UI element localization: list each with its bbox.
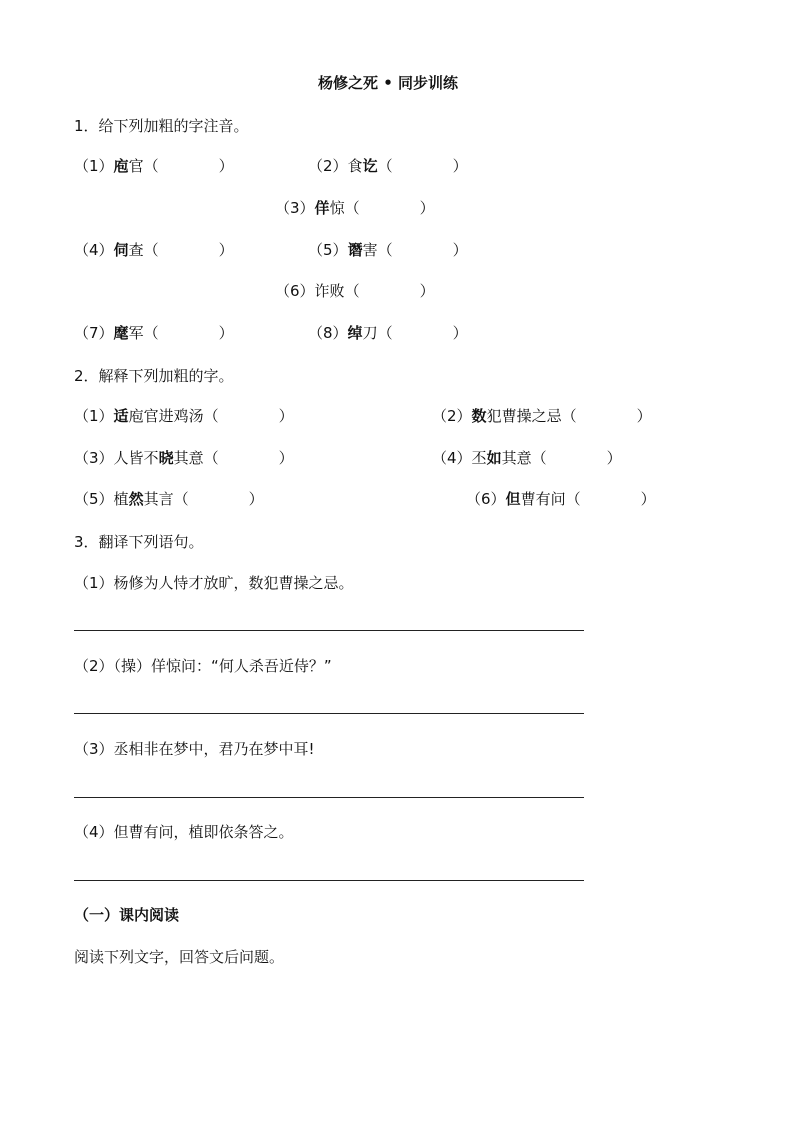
q1-item-2: （2）食讫（ ） <box>308 157 468 175</box>
answer-line[interactable] <box>74 630 584 631</box>
section-title: （一）课内阅读 <box>74 906 180 924</box>
answer-blank[interactable]: （ ） <box>377 324 468 342</box>
q2-item-5: （5）植然其言（ ） <box>74 490 264 508</box>
q2-item-3: （3）人皆不晓其意（ ） <box>74 449 294 467</box>
q1-item-1: （1）庖官（ ） <box>74 157 234 175</box>
q1-heading: 1．给下列加粗的字注音。 <box>74 117 249 135</box>
answer-blank[interactable]: （ ） <box>173 490 264 508</box>
answer-blank[interactable]: （ ） <box>344 199 435 217</box>
reading-instruction: 阅读下列文字，回答文后问题。 <box>74 948 285 966</box>
answer-blank[interactable]: （ ） <box>377 241 468 259</box>
q3-sentence-3: （3）丞相非在梦中，君乃在梦中耳! <box>74 740 315 758</box>
q2-item-2: （2）数犯曹操之忌（ ） <box>432 407 652 425</box>
answer-blank[interactable]: （ ） <box>143 157 234 175</box>
q2-item-4: （4）丕如其意（ ） <box>432 449 622 467</box>
q1-item-6: （6）诈败（ ） <box>275 282 435 300</box>
q1-item-3: （3）佯惊（ ） <box>275 199 435 217</box>
answer-blank[interactable]: （ ） <box>203 449 294 467</box>
q3-heading: 3．翻译下列语句。 <box>74 533 204 551</box>
answer-blank[interactable]: （ ） <box>143 241 234 259</box>
q1-item-4: （4）伺查（ ） <box>74 241 234 259</box>
q3-sentence-4: （4）但曹有问，植即依条答之。 <box>74 823 294 841</box>
q1-item-8: （8）绰刀（ ） <box>308 324 468 342</box>
q3-sentence-1: （1）杨修为人恃才放旷，数犯曹操之忌。 <box>74 574 354 592</box>
q1-item-7: （7）麾军（ ） <box>74 324 234 342</box>
answer-line[interactable] <box>74 713 584 714</box>
q2-item-6: （6）但曹有问（ ） <box>466 490 656 508</box>
answer-blank[interactable]: （ ） <box>143 324 234 342</box>
q2-item-1: （1）适庖官进鸡汤（ ） <box>74 407 294 425</box>
answer-blank[interactable]: （ ） <box>561 407 652 425</box>
answer-blank[interactable]: （ ） <box>344 282 435 300</box>
answer-blank[interactable]: （ ） <box>203 407 294 425</box>
q2-heading: 2．解释下列加粗的字。 <box>74 367 234 385</box>
answer-line[interactable] <box>74 880 584 881</box>
answer-blank[interactable]: （ ） <box>377 157 468 175</box>
q3-sentence-2: （2）（操）佯惊问：“何人杀吾近侍？” <box>74 657 332 675</box>
answer-blank[interactable]: （ ） <box>531 449 622 467</box>
q1-item-5: （5）谮害（ ） <box>308 241 468 259</box>
page-title: 杨修之死 • 同步训练 <box>318 74 459 92</box>
answer-line[interactable] <box>74 797 584 798</box>
answer-blank[interactable]: （ ） <box>565 490 656 508</box>
